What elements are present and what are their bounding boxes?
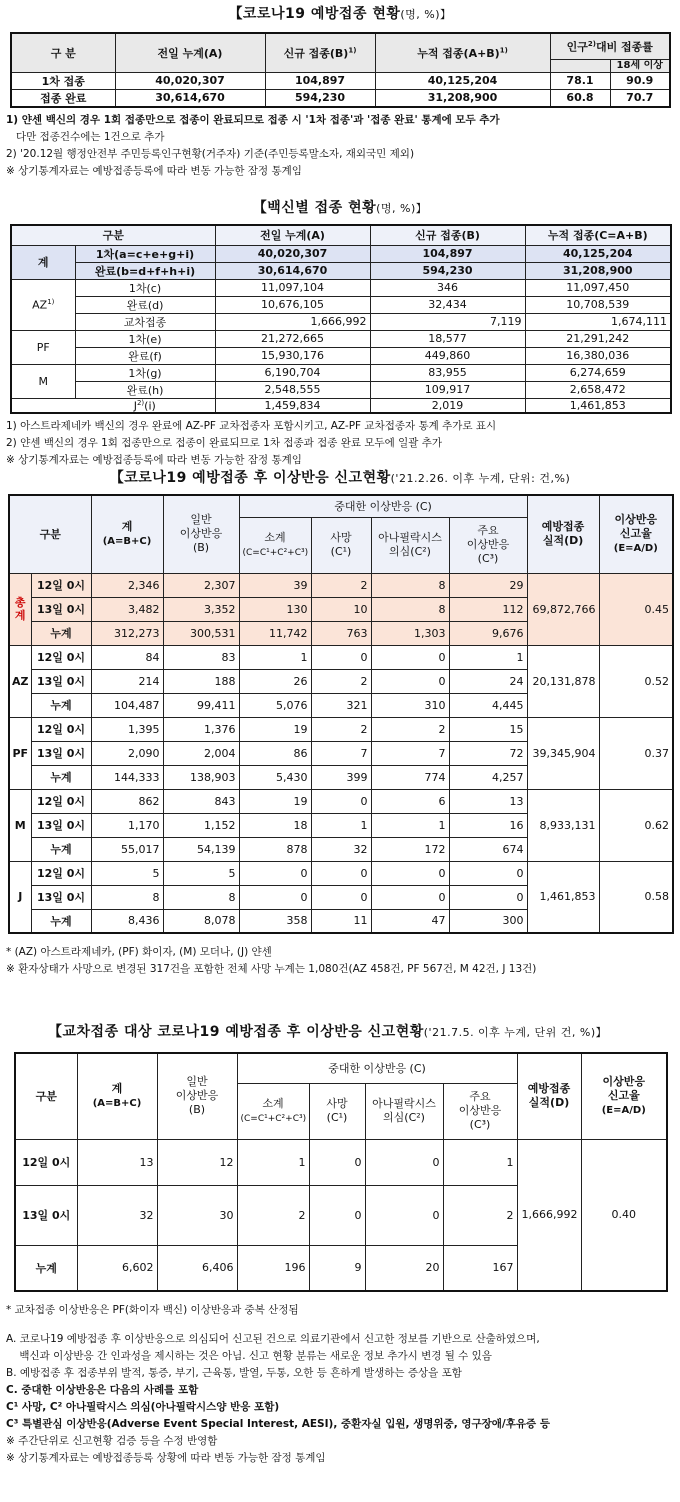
table-row: 12일 0시 13 12 1 0 0 1 1,666,992 0.40 (15, 1139, 667, 1185)
table-row: 누계 312,273 300,531 11,742 763 1,303 9,676 (9, 621, 673, 645)
total-label: 계 (11, 245, 75, 279)
m-label: M (11, 364, 75, 398)
header-category: 구 분 (11, 33, 115, 72)
header-new: 신규 접종$(B)^{1)}$ (265, 33, 375, 72)
az-label: AZ$^{1)}$ (11, 279, 75, 330)
group-label: 총계 (9, 573, 31, 645)
table-row: 총계 12일 0시 2,346 2,307 39 2 8 29 69,872,766 0.45 (9, 573, 673, 597)
table-row: 13일 0시 32 30 2 0 0 2 (15, 1185, 667, 1245)
row-complete-label: 접종 완료 (11, 89, 115, 107)
cross-vaccination-section (0, 1020, 680, 1467)
adverse-event-section (0, 466, 680, 978)
header-prev: 전일 누계(A) (115, 33, 265, 72)
table-row: 누계 6,602 6,406 196 9 20 167 (15, 1245, 667, 1291)
header-age18: 18세 이상 (610, 59, 670, 72)
cross-vaccination-title: 【교차접종 대상 코로나19 예방접종 후 이상반응 신고현황('21.7.5. 이후 누계, 단위 건, %)】 (48, 1024, 608, 1040)
table-row: PF 12일 0시 1,395 1,376 19 2 2 15 39,345,904 0.37 (9, 717, 673, 741)
table-row: AZ 12일 0시 84 83 1 0 0 1 20,131,878 0.52 (9, 645, 673, 669)
table-row: 13일 0시 3,482 3,352 130 10 8 112 (9, 597, 673, 621)
vaccine-type-table: 구분 전일 누계(A) 신규 접종(B) 누적 접종(C=A+B) 계 1차(a=c+e+g+i) 40,020,307 104,897 40,125,204 완료(b=d+f+h+i) 30,614,670 594,230 31,208,900 AZ$^{1)}$ 1차(c) 11,097,104 346 11,097,450 완료(d) 10,676,105 32,434 10,708,539 교차접종 1,666,992 7,119 1,674,111 PF 1차(e) 21,272,665 18,577 21,291,242 완료(f) 15,930,176 449,860 16,380,036 M 1차(g) 6,190,704 83,955 6,274,659 완료(h) 2,548,555 109,917 2,658,472 $J^{2)}(i)$ 1,459,834 2,019 1,461,853 (10, 224, 672, 414)
pf-label: PF (11, 330, 75, 364)
vaccine-type-notes: 1) 아스트라제네카 백신의 경우 완료에 AZ-PF 교차접종자 포함시키고, AZ-PF 교차접종자 통계 추가로 표시 2) 얀센 백신의 경우 1회 접종만으로 접종이 완료되므로 1차 접종과 접종 완료 모두에 일괄 추가 ※ 상기통계자료는 예방접종등록에 따라 변동 가능한 잠정 통계임 (6, 420, 497, 467)
cross-vaccination-notes: * 교차접종 이상반응은 PF(화이자 백신) 이상반응과 중복 산정됨 A. 코로나19 예방접종 후 이상반응으로 의심되어 신고된 건으로 의료기관에서 신고한 정보를 기반으로 산출하였으며, 백신과 이상반응 간 인과성을 제시하는 것은 아님. 신고 현황 분류는 새로운 정보 추가시 변경 될 수 있음 B. 예방접종 후 접종부위 발적, 통증, 부기, 근육통, 발열, 두통, 오한 등 흔하게 발생하는 증상을 포함 C. 중대한 이상반응은 다음의 사례를 포함 C¹ 사망, C² 아나필락시스 의심(아나필락시스양 반응 포함) C³ 특별관심 이상반응(Adverse Event Special Interest, AESI), 중환자실 입원, 생명위중, 영구장애/후유증 등 ※ 주간단위로 신고현황 검증 등을 수정 반영함 ※ 상기통계자료는 예방접종등록 상황에 따라 변동 가능한 잠정 통계임 (6, 1304, 550, 1464)
table-row: J 12일 0시 5 5 0 0 0 0 1,461,853 0.58 (9, 861, 673, 885)
table-row: 누계 144,333 138,903 5,430 399 774 4,257 (9, 765, 673, 789)
cross-vaccination-table: 구분 계 (A=B+C) 일반 이상반응 (B) 중대한 이상반응 (C) 예방접종 실적(D) 이상반응 신고율 (E=A/D) 소계 (C=C¹+C²+C³) 사망 (C¹) 아나필락시스 의심(C²) 주요 이상반응 (C³) 12일 0시 13 12 1 0 0 1 1,666,992 0.40 13일 0시 32 30 2 0 0 2 누계 6,602 6,406 196 9 20 167 (14, 1052, 668, 1292)
row-first-dose-label: 1차 접종 (11, 72, 115, 89)
adverse-event-title: 【코로나19 예방접종 후 이상반응 신고현황('21.2.26. 이후 누계, 단위: 건,%) (109, 470, 571, 486)
table-row: 누계 55,017 54,139 878 32 172 674 (9, 837, 673, 861)
table-row: M 12일 0시 862 843 19 0 6 13 8,933,131 0.62 (9, 789, 673, 813)
table-row: 누계 8,436 8,078 358 11 47 300 (9, 909, 673, 933)
adverse-event-notes: * (AZ) 아스트라제네카, (PF) 화이자, (M) 모더나, (J) 얀센 ※ 환자상태가 사망으로 변경된 317건을 포함한 전체 사망 누계는 1,080건(AZ 458건, PF 567건, M 42건, J 13건) (6, 946, 537, 975)
vaccination-status-section (0, 0, 680, 180)
vaccination-status-notes: 1) 얀센 백신의 경우 1회 접종만으로 접종이 완료되므로 접종 시 '1차 접종'과 '접종 완료' 통계에 모두 추가 다만 접종건수에는 1건으로 추가 2) '20.12월 행정안전부 주민등록인구현황(거주자) 기준(주민등록말소자, 재외국민 제외) ※ 상기통계자료는 예방접종등록에 따라 변동 가능한 잠정 통계임 (6, 113, 500, 177)
header-cum: 누적 접종$(A+B)^{1)}$ (375, 33, 550, 72)
header-pop-rate: 인구$^{2)}$대비 접종률 (550, 33, 670, 59)
j-label: $J^{2)}(i)$ (75, 398, 215, 413)
group-label: AZ (9, 645, 31, 717)
group-label: M (9, 789, 31, 861)
table-row: 누계 104,487 99,411 5,076 321 310 4,445 (9, 693, 673, 717)
table-row: 13일 0시 8 8 0 0 0 0 (9, 885, 673, 909)
table-row: 13일 0시 214 188 26 2 0 24 (9, 669, 673, 693)
group-label: J (9, 861, 31, 933)
vaccination-status-title: 【코로나19 예방접종 현황(명, %)】 (228, 6, 452, 22)
vaccine-type-section (0, 196, 680, 469)
vaccination-status-table: 구 분 전일 누계(A) 신규 접종$(B)^{1)}$ 누적 접종$(A+B)^{1)}$ 인구$^{2)}$대비 접종률 18세 이상 1차 접종 40,020,307 104,897 40,125,204 78.1 90.9 접종 완료 30,614,670 594,230 31,208,900 60.8 70.7 (10, 32, 671, 108)
table-row: 13일 0시 2,090 2,004 86 7 7 72 (9, 741, 673, 765)
group-label: PF (9, 717, 31, 789)
table-row: 13일 0시 1,170 1,152 18 1 1 16 (9, 813, 673, 837)
vaccine-type-title: 【백신별 접종 현황(명, %)】 (252, 200, 428, 216)
adverse-event-table: 구분 계 (A=B+C) 일반 이상반응 (B) 중대한 이상반응 (C) 예방접종 실적(D) 이상반응 신고율 (E=A/D) 소계 (C=C¹+C²+C³) 사망 (C¹) 아나필락시스 의심(C²) 주요 이상반응 (C³) 총계 12일 0시 2,346 2,307 39 2 8 29 69,872,766 0.45 13일 0시 3,482 3,352 130 10 8 112 누계 312,273 300,531 11,742 763 1,303 9,676 AZ 12일 0시 84 83 1 0 0 1 20,131,878 0.52 13일 0시 214 188 26 2 0 24 누계 104,487 99,411 5,076 321 310 4,445 PF 12일 0시 1,395 1,376 19 2 2 15 39,345,904 0.37 13일 0시 2,090 2,004 86 7 7 72 누계 144,333 138,903 5,430 399 774 4,257 M 12일 0시 862 843 19 0 6 13 8,933,131 0.62 13일 0시 1,170 1,152 18 1 1 16 누계 55,017 54,139 878 32 172 674 J 12일 0시 5 5 0 0 0 0 1,461,853 0.58 13일 0시 8 8 0 0 0 0 누계 8,436 8,078 358 11 47 300 (8, 494, 674, 934)
